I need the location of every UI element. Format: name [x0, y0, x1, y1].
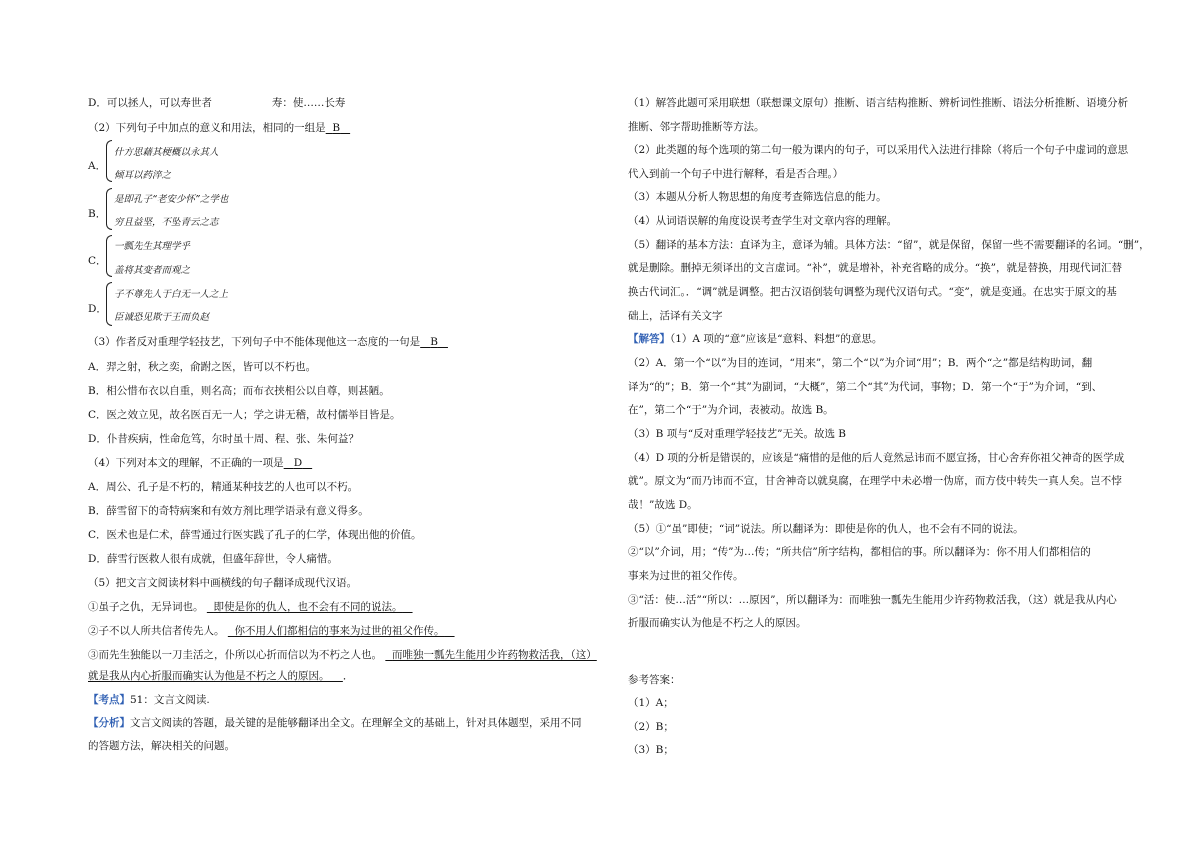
- d-line: D．可以拯人，可以寿世者 寿：使……长寿: [88, 97, 346, 109]
- q3-option-a: A．羿之射，秋之奕，俞跗之医，皆可以不朽也。: [88, 361, 317, 373]
- jieda-line: （5）①“虽”即使；“词”说法。所以翻译为：即使是你的仇人，也不会有不同的说法。: [628, 523, 1024, 535]
- q5-item-2: ②子不以人所共信者传先人。 你不用人们都相信的事来为过世的祖父作传。: [88, 625, 445, 637]
- jieda-line: ③“活：使…活”“所以：…原因”，所以翻译为：而唯独一瓢先生能用少许药物救活我，（这）就是我从内心: [628, 594, 1117, 606]
- q5-item-1: ①虽子之仇，无异词也。 即使是你的仇人，也不会有不同的说法。: [88, 601, 403, 613]
- analysis-line: 代入到前一个句子中进行解释，看是否合理。）: [628, 168, 844, 180]
- kaodian: 【考点】51：文言文阅读.: [88, 694, 210, 706]
- analysis-line: （5）翻译的基本方法：直译为主，意译为辅。具体方法：“留”，就是保留，保留一些不需要翻译的名词。“删”，: [628, 239, 1150, 251]
- q4-option-c: C．医术也是仁术，薛雪通过行医实践了孔子的仁学，体现出他的价值。: [88, 529, 422, 541]
- fenxi-cont: 的答题方法，解决相关的问题。: [88, 740, 235, 752]
- q3-option-c: C．医之效立见，故名医百无一人；学之讲无稽，故村儒举目皆是。: [88, 409, 401, 421]
- q3-option-b: B．相公惜布衣以自重，则名高；而布衣挟相公以自尊，则甚陋。: [88, 385, 390, 397]
- analysis-line: （1）解答此题可采用联想（联想课文原句）推断、语言结构推断、辨析词性推断、语法分析推断、语境分析: [628, 97, 1129, 109]
- q5-item-3-cont: 就是我从内心折服而确实认为他是不朽之人的原因。 ．: [88, 670, 354, 682]
- question-3: （3）作者反对重理学轻技艺，下列句子中不能体现他这一态度的一句是 B: [88, 336, 438, 348]
- reference-answer: （2）B；: [628, 721, 674, 733]
- jieda-line: 哉！”故选 D。: [628, 499, 698, 511]
- analysis-line: （4）从词语误解的角度设误考查学生对文章内容的理解。: [628, 215, 898, 227]
- question-2: （2）下列句子中加点的意义和用法，相同的一组是 B: [88, 122, 341, 134]
- jieda-line: 译为“的”；B．第一个“其”为副词，“大概”，第二个“其”为代词，事物；D．第一个“于”为介词，“到、: [628, 381, 1103, 393]
- jieda-line: 就”。原文为“而乃讳而不宣，甘舍神奇以就臭腐，在理学中未必增一伪席，而方伎中转失一真人矣。岂不悖: [628, 475, 1122, 487]
- q4-option-a: A．周公、孔子是不朽的，精通某种技艺的人也可以不朽。: [88, 481, 359, 493]
- question-4: （4）下列对本文的理解，不正确的一项是 D: [88, 457, 303, 469]
- fenxi: 【分析】文言文阅读的答题，最关键的是能够翻译出全文。在理解全文的基础上，针对具体题型，采用不同: [88, 717, 582, 729]
- jieda-line: （2）A．第一个“以”为目的连词，“用来”，第二个“以”为介词“用”；B．两个“之”都是结构助词，翻: [628, 357, 1093, 369]
- analysis-line: 换古代词汇。．“调”就是调整。把古汉语倒装句调整为现代汉语句式。“变”，就是变通。在忠实于原文的基: [628, 286, 1117, 298]
- analysis-line: 就是删除。删掉无须译出的文言虚词。“补”，就是增补，补充省略的成分。“换”，就是替换，用现代词汇替: [628, 262, 1122, 274]
- analysis-line: 础上，活译有关文字: [628, 310, 723, 322]
- jieda-line: 事来为过世的祖父作传。: [628, 570, 744, 582]
- reference-title: 参考答案：: [628, 674, 681, 686]
- analysis-line: 推断、邻字帮助推断等方法。: [628, 121, 765, 133]
- reference-answer: （3）B；: [628, 744, 674, 756]
- jieda-line: 在”，第二个“于”为介词，表被动。故选 B。: [628, 404, 834, 416]
- jieda-line: （4）D 项的分析是错误的，应该是“痛惜的是他的后人竟然忌讳而不愿宣扬，甘心舍弃你祖父神奇的医学成: [628, 452, 1125, 464]
- q4-option-b: B．薛雪留下的奇特病案和有效方剂比理学语录有意义得多。: [88, 505, 369, 517]
- reference-answer: （1）A；: [628, 697, 674, 709]
- jieda-line: 【解答】（1）A 项的“意”应该是“意料、料想”的意思。: [628, 333, 883, 345]
- jieda-line: ②“以”介词，用；“传”为…传；“所共信”所字结构，都相信的事。所以翻译为：你不用人们都相信的: [628, 546, 1091, 558]
- q4-option-d: D．薛雪行医救人很有成就，但盛年辞世，令人痛惜。: [88, 553, 338, 565]
- jieda-line: （3）B 项与“反对重理学轻技艺”无关。故选 B: [628, 428, 847, 440]
- q3-option-d: D．仆昔疾病，性命危笃，尔时虽十周、程、张、朱何益？: [88, 433, 359, 445]
- q5-item-3: ③而先生独能以一刀圭活之，仆所以心折而信以为不朽之人也。 而唯独一瓢先生能用少许药物救活我，（这）: [88, 649, 597, 661]
- question-5: （5）把文言文阅读材料中画横线的句子翻译成现代汉语。: [88, 577, 358, 589]
- jieda-line: 折服而确实认为他是不朽之人的原因。: [628, 617, 807, 629]
- analysis-line: （3）本题从分析人物思想的角度考查筛选信息的能力。: [628, 191, 887, 203]
- analysis-line: （2）此类题的每个选项的第二句一般为课内的句子，可以采用代入法进行排除（将后一个句子中虚词的意思: [628, 144, 1129, 156]
